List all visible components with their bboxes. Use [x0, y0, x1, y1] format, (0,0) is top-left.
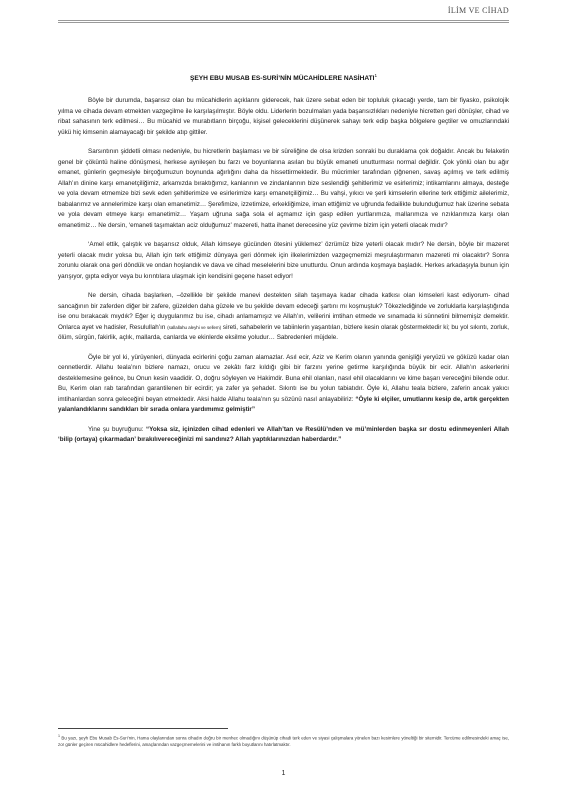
- paragraph-4: [58, 291, 509, 344]
- title-text: ŞEYH EBU MUSAB ES-SURİ’NİN MÜCAHİDLERE NASİHATI: [189, 75, 375, 83]
- paragraph-text: Böyle bir durumda, başarısız olan bu mücahidlerin açıklarını giderecek, hak üzere sebat eden bir topluluk çıkacağı yerde, tam bir fiyasko, psikolojik yılma ve cihada devam etmekten vazgeçilme ile karşılaşılmıştır. Böyle oldu. Liderlerin bozulmaları yada başarısızlıkları nedeniyle hicretten geri dönüşler, cihad ve ribat sahasının terk edilmesi… Bu mücahid ve murabıtların birçoğu, kişisel geleceklerini düşünerek sahayı terk edip başka bölgelere geçtiler ve omuzlarındaki yükü hiç kimsenin alamayacağı bir şekilde atıp gittiler.: [58, 97, 509, 136]
- salawat-note: (sallallahu aleyhi ve sellem): [167, 324, 222, 330]
- footnote: [58, 733, 509, 749]
- paragraph-text-continued: sireti, sahabelerin ve tabiinlerin yaşantıları, bizlere kesin olarak göstermektedir ki; bu yol sıkıntı, zorluk, ölüm, sürgün, fakirlik, açlık, mallarda, canlarda ve ekinlerde eksilme yoludur… Sabredenleri müjdele.: [58, 323, 510, 341]
- document-title: [58, 73, 509, 82]
- quran-quote: “Öyle ki elçiler, umutlarını kesip de, artık gerçekten yalanlandıklarını sandıkları bir sırada onlara yardımımız gelmiştir”: [58, 395, 510, 413]
- paragraph-2: [58, 147, 509, 231]
- paragraph-5: [58, 353, 509, 416]
- paragraph-3: [58, 240, 509, 282]
- paragraph-text: Öyle bir yol ki, yürüyenleri, dünyada ecirlerini çoğu zaman alamazlar. Asıl ecir, Aziz ve Kerim olanın yanında genişliği yeryüzü ve göküzü kadar olan cennetlerdir. Allahu teala’nın bizlere namazı, orucu ve zekâtı farz kıldığı gibi bir farzını yerine getirme karşılığında büyük bir ecir. Allah’ın askerlerini desteklemesine gelince, bu Onun kesin vaadidir. O, doğru söyleyen ve Hakimdir. Buna ehil olanları, nasıl ehil olacaklarını ve kime başarı vereceğini bilende odur. Bu, Kerim olan rab tarafından garantilenen bir ecirdir; ya zafer ya şehadet. Sıkıntı ise bu yolun tabiatıdır. Öyle ki, Allahu teala bizlere, zaferin ancak yakıcı imtihanlardan sonra geleceğini beyan etmektedir. Aksi halde Allahu teala’nın şu sözünü nasıl anlayabiliriz:: [58, 353, 509, 403]
- footnote-number: 1: [58, 734, 60, 738]
- running-header: İLİM VE CİHAD: [447, 6, 509, 15]
- footnote-separator: [58, 728, 228, 729]
- paragraph-6: [58, 425, 509, 446]
- title-footnote-ref: 1: [374, 73, 378, 78]
- paragraph-text: Ne dersin, cihada başlarken, –özellikle bir şekilde manevi destekten silah taşımaya kadar cihada katkısı olan kimseleri kast ediyorum- cihad sancağının bir zaferden diğer bir zafere, güzelden daha güzele ve bu şekilde devam edeceği şartını mı koşmuştuk? Tökezlediğinde ve zorluklarla karşılaştığında ise onu bırakacak mıydık? Eğer iç duygularımız bu ise, cihadı anlamamışız ve Allah’ın, velilerini imtihan etmede ve sınamada ki sünnetini bilmemişiz demektir. Onlarca ayet ve hadisler, Resulullah’ın: [58, 292, 509, 331]
- paragraph-text: Yine şu buyruğunu:: [88, 425, 144, 433]
- header-rule: [58, 20, 509, 23]
- paragraph-1: [58, 96, 509, 138]
- document-body: [58, 96, 509, 455]
- footnote-text: Bu yazı, şeyh Ebu Musab Es-Suri’nin, Hama olaylarından sonra cihadın doğru bir menhec olmadığını düşünüp cihadi terk eden ve siyasi çalışmalara yönelen bazı kesimlere yöneltiği bir sitemidir. Tercüme edilmesindeki amaç ise, zor günler geçiren mücahidlere hedeflerini, amaçlarından vazgeçmemelerini ve imtihanın farklı boyutlarını hatırlatmaktır.: [58, 735, 509, 748]
- paragraph-text: Sarsıntının şiddetli olması nedeniyle, bu hicretlerin başlaması ve bir süreliğine de olsa krizden sonraki bu duraklama çok doğaldır. Ancak bu felaketin genel bir çöküntü haline dönüşmesi, herkese aynileşen bu farzı ve boyunlarına asılan bu büyük emaneti unutturması normal değildir. Çok yönlü olan bu ağır emanet, günlerin geçmesiyle birçoğumuzun boynunda ağırlığını daha da hissettirmektedir. Bu mücrimler tarafından çiğnenen, savaş açılmış ve terk edilmiş Allah’ın dinine karşı emanetçiliğimiz, arkamızda bıraktığımız, kanlarının ve zindanlarının bize seslendiği şehitlerimiz ve esirlerimiz; intikamlarını almaya, desteğe ve yola devam etmemize bizi sevk eden şehitlerimize ve esirlerimize karşı emanetçiliğimiz… Bu vahşi, yıkıcı ve şerli kimselerin ellerine terk ettiğimiz ailelerimiz, babalarımız ve annelerimize karşı olan emanetimiz… Şerefimize, izzetimize, erkekliğimize, iman ettiğimiz ve uğrunda fedailikte bulunduğumuz hak üzerine sebata ve yola devam etmeye karşı emanetimiz… Yaşam uğruna sağa sola el açmamız için gasp edilen yurtlarımıza, mallarımıza ve rızıklarımıza karşı olan emanetimiz… Ne dersin, ‘emaneti taşımaktan aciz olduğumuz’ mazereti, hatta ihanet derecesine yüz çevirme bizim için yeterli olacak mıdır?: [58, 148, 509, 229]
- quran-quote: “Yoksa siz, içinizden cihad edenleri ve Allah’tan ve Resülü’nden ve mü’minlerden başka sır dostu edinmeyenleri Allah ‘bilip (ortaya) çıkarmadan’ bırakılıvereceğinizi mi sandınız? Allah yaptıklarınızdan haberdardır.”: [58, 425, 510, 443]
- page-number: 1: [281, 770, 286, 777]
- paragraph-text: ‘Amel ettik, çalıştık ve başarısız olduk, Allah kimseye gücünden ötesini yüklemez’ özrümüz bize yeterli olacak mıdır? Ne dersin, böyle bir mazeret yeterli olacak mıdır yoksa bu, Allah için terk ettiğimiz dünyaya geri dönmek için ilkelerimizden vazgeçmemizi meşrulaştırmanın mazereti mi olacaktır? Sonra zorunlu olarak ona geri döndük ve ondan hoşlandık ve dava ve cihad meselelerini bize unutturdu. Onun ardında koşmaya başladık. Herkes arkadaşıyla bunun için yarışıyor, gıpta ediyor veya bu kırıntılara ulaşmak için kendisini geçene haset ediyor!: [58, 241, 509, 280]
